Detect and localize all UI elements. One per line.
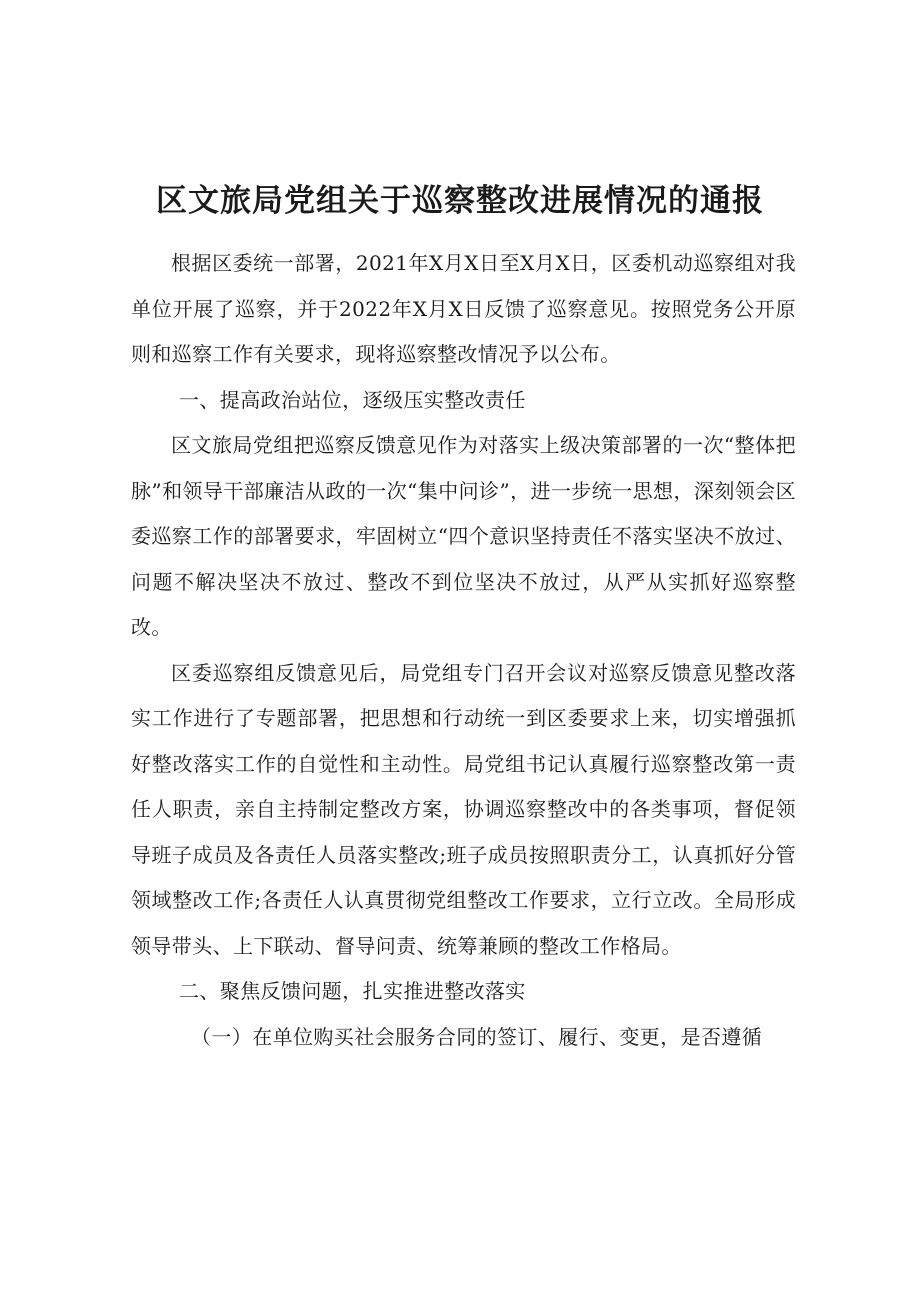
section-heading-1: 一、提高政治站位，逐级压实整改责任 [179,387,526,412]
intro-paragraph: 根据区委统一部署，2021年X月X日至X月X日，区委机动巡察组对我单位开展了巡察，并于2022年X月X日反馈了巡察意见。按照党务公开原则和巡察工作有关要求，现将巡察整改情况予以公布。 [131,251,796,366]
document-title: 区文旅局党组关于巡察整改进展情况的通报 [156,183,764,219]
document-body [131,241,796,1060]
section-heading-2: 二、聚焦反馈问题，扎实推进整改落实 [179,979,526,1003]
body-paragraph: 区委巡察组反馈意见后，局党组专门召开会议对巡察反馈意见整改落实工作进行了专题部署，把思想和行动统一到区委要求上来，切实增强抓好整改落实工作的自觉性和主动性。局党组书记认真履行巡察整改第一责任人职责，亲自主持制定整改方案，协调巡察整改中的各类事项，督促领导班子成员及各责任人员落实整改;班子成员按照职责分工，认真抓好分管领域整改工作;各责任人认真贯彻党组整改工作要求，立行立改。全局形成领导带头、上下联动、督导问责、统筹兼顾的整改工作格局。 [131,660,796,958]
body-paragraph: 区文旅局党组把巡察反馈意见作为对落实上级决策部署的一次“整体把脉”和领导干部廉洁从政的一次“集中问诊”，进一步统一思想，深刻领会区委巡察工作的部署要求，牢固树立“四个意识坚持责任不落实坚决不放过、问题不解决坚决不放过、整改不到位坚决不放过，从严从实抓好巡察整改。 [131,433,796,639]
sub-item-paragraph: （一）在单位购买社会服务合同的签订、履行、变更，是否遵循 [191,1024,763,1049]
